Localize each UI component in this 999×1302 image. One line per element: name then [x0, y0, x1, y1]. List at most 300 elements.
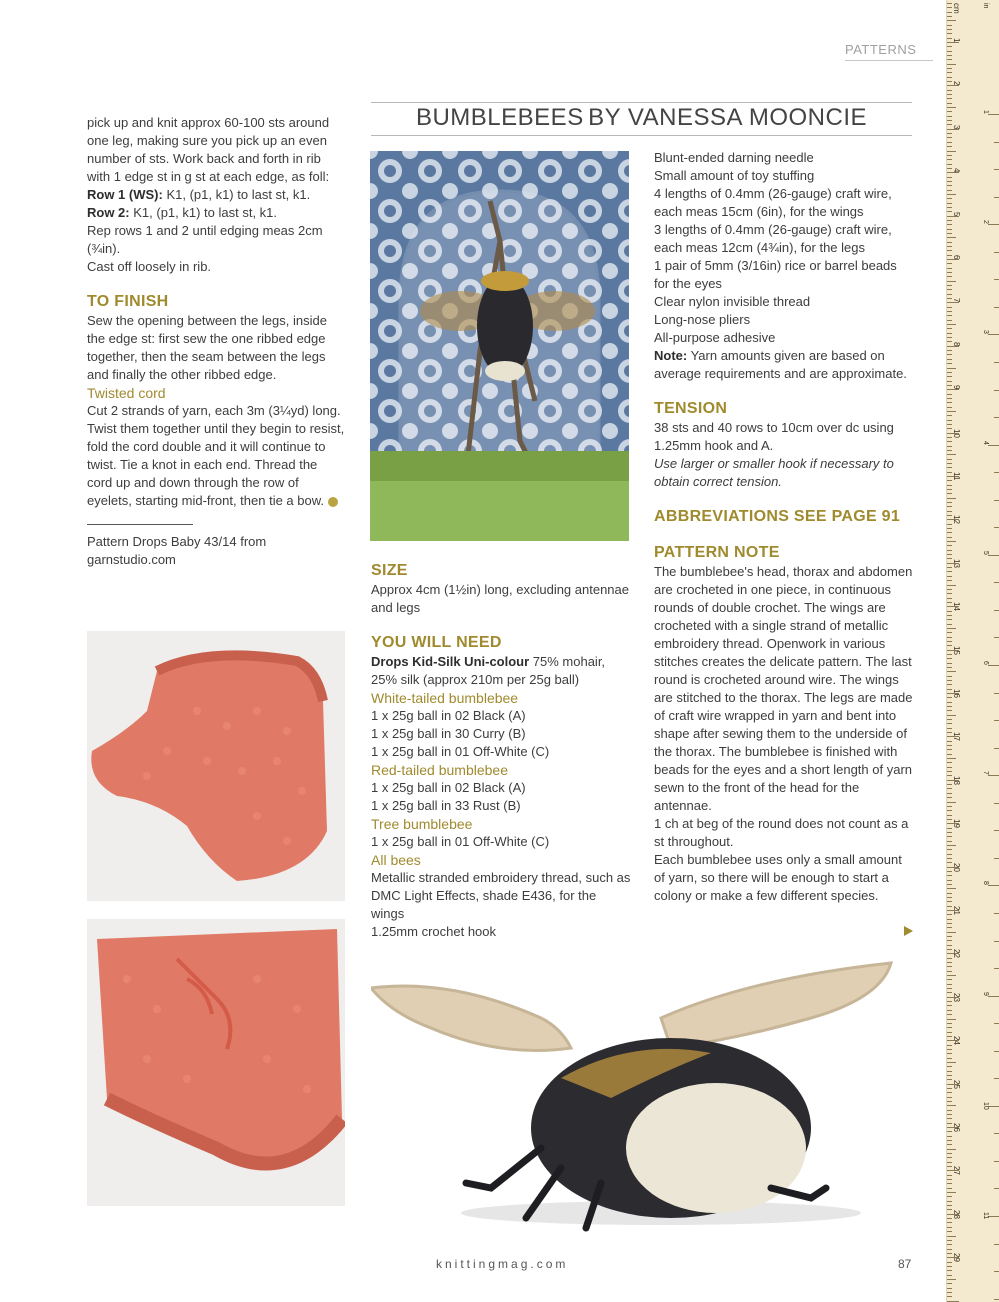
ruler-tick: [947, 250, 952, 251]
ruler-tick: [947, 294, 952, 295]
intro-text: pick up and knit approx 60-100 sts around one leg, making sure you pick up an even number of sts. Work back and forth in rib with 1 edge st in g st at each edge, as foll:: [87, 115, 330, 184]
ruler-cm-label: 4: [952, 168, 961, 173]
ruler-inch-tick: [994, 637, 999, 638]
pattern-note-para3: Each bumblebee uses only a small amount of yarn, so there will be enough to start a colony or make a few different species.: [654, 852, 902, 903]
ruler-tick: [947, 1066, 952, 1067]
ruler-tick: [947, 580, 952, 581]
ruler-tick: [947, 966, 952, 967]
ruler-tick: [947, 94, 952, 95]
ruler-tick: [947, 975, 956, 976]
ruler-tick: [947, 1027, 952, 1028]
ruler-tick: [947, 550, 952, 551]
ruler-tick: [947, 1292, 952, 1293]
ruler-inch-tick: [988, 224, 999, 225]
ruler-inch-tick: [994, 858, 999, 859]
ruler-tick: [947, 85, 959, 86]
ruler-tick: [947, 797, 952, 798]
ruler-tick: [947, 897, 952, 898]
ruler-inch-tick: [994, 941, 999, 942]
ruler-tick: [947, 615, 952, 616]
note-text: Yarn amounts given are based on average requirements and are approximate.: [654, 348, 907, 381]
ruler-tick: [947, 979, 952, 980]
ruler-cm-label: 6: [952, 255, 961, 260]
ruler-inch-label: 3: [982, 330, 989, 335]
ruler-tick: [947, 1005, 952, 1006]
ruler-inch-label: 11: [982, 1212, 989, 1220]
ruler-inch-tick: [988, 445, 999, 446]
ruler-tick: [947, 354, 952, 355]
ruler-tick: [947, 680, 952, 681]
ruler-tick: [947, 381, 952, 382]
ruler-tick: [947, 745, 952, 746]
ruler-cm-label: 29: [952, 1253, 961, 1263]
ruler-tick: [947, 359, 952, 360]
ruler-tick: [947, 363, 952, 364]
ruler-tick: [947, 884, 952, 885]
ruler-tick: [947, 376, 952, 377]
ruler-tick: [947, 467, 952, 468]
all-heading: All bees: [371, 852, 421, 868]
ruler-tick: [947, 237, 956, 238]
ruler-tick: [947, 537, 952, 538]
ruler-tick: [947, 77, 952, 78]
ruler-tick: [947, 146, 952, 147]
ruler-tick: [947, 415, 952, 416]
ruler-inch-tick: [994, 803, 999, 804]
ruler-tick: [947, 1192, 956, 1193]
ruler-tick: [947, 1231, 952, 1232]
ruler-inch-tick: [994, 307, 999, 308]
ruler-tick: [947, 628, 956, 629]
list-item: 4 lengths of 0.4mm (26-gauge) craft wire, each meas 15cm (6in), for the wings: [654, 186, 892, 219]
ruler-tick: [947, 25, 952, 26]
ruler-tick: [947, 754, 952, 755]
ruler-tick: [947, 411, 956, 412]
ruler-inch-tick: [994, 1188, 999, 1189]
ruler-tick: [947, 810, 952, 811]
ruler-tick: [947, 1296, 952, 1297]
ruler-tick: [947, 984, 952, 985]
ruler-inch-tick: [988, 114, 999, 115]
ruler-tick: [947, 936, 952, 937]
ruler-tick: [947, 12, 952, 13]
knit-shorts-photo: [87, 631, 345, 901]
size-heading: SIZE: [371, 562, 408, 579]
ruler-tick: [947, 723, 952, 724]
ruler-tick: [947, 268, 952, 269]
ruler-tick: [947, 159, 952, 160]
ruler-tick: [947, 394, 952, 395]
ruler-tick: [947, 1236, 956, 1237]
ruler-tick: [947, 220, 952, 221]
ruler-tick: [947, 802, 956, 803]
ruler-tick: [947, 493, 952, 494]
ruler-tick: [947, 728, 952, 729]
article-title: [371, 102, 912, 136]
footer-site: knittingmag.com: [436, 1257, 569, 1271]
ruler-tick: [947, 901, 952, 902]
ruler-inch-tick: [994, 610, 999, 611]
tree-heading: Tree bumblebee: [371, 816, 473, 832]
ruler-cm-label: 14: [952, 602, 961, 612]
ruler-tick: [947, 185, 952, 186]
ruler-inch-label: 10: [982, 1101, 989, 1110]
knit-shorts-shape: [87, 631, 345, 901]
pattern-note-para2: 1 ch at beg of the round does not count as a st throughout.: [654, 816, 909, 849]
ruler-tick: [947, 229, 952, 230]
ruler-tick: [947, 454, 956, 455]
ruler-cm-label: 5: [952, 211, 961, 217]
ruler-tick: [947, 1032, 952, 1033]
ruler-tick: [947, 137, 952, 138]
credit-divider: [87, 524, 193, 525]
ruler-tick: [947, 233, 952, 234]
ruler-tick: [947, 1162, 952, 1163]
ruler-tick: [947, 1053, 952, 1054]
row1-text: K1, (p1, k1) to last st, k1.: [162, 187, 311, 202]
ruler-tick: [947, 368, 956, 369]
ruler-tick: [947, 133, 952, 134]
ruler-tick: [947, 637, 952, 638]
ruler-inch-tick: [994, 830, 999, 831]
ruler-tick: [947, 988, 952, 989]
ruler-tick: [947, 671, 956, 672]
ruler-tick: [947, 1097, 952, 1098]
ruler-tick: [947, 815, 952, 816]
ruler-tick: [947, 177, 952, 178]
ruler-tick: [947, 585, 956, 586]
tree-item: 1 x 25g ball in 01 Off-White (C): [371, 834, 550, 849]
ruler-tick: [947, 1105, 956, 1106]
ruler-tick: [947, 945, 952, 946]
ruler-cm-label: 16: [952, 689, 961, 698]
ruler-cm-label: 22: [952, 949, 961, 959]
pattern-note-heading: PATTERN NOTE: [654, 544, 780, 561]
ruler-tick: [947, 311, 952, 312]
ruler-inch-tick: [994, 1051, 999, 1052]
ruler-inch-label: 6: [982, 661, 989, 665]
ruler-tick: [947, 1188, 952, 1189]
yarn-label: Drops Kid-Silk Uni-colour: [371, 654, 530, 669]
ruler-cm-label: 24: [952, 1036, 961, 1046]
ruler-inch-tick: [994, 527, 999, 528]
ruler-cm-label: 11: [952, 472, 961, 481]
bumblebee-illustration: [371, 958, 912, 1238]
ruler-tick: [947, 1110, 952, 1111]
ruler-tick: [947, 33, 952, 34]
need-heading: YOU WILL NEED: [371, 634, 502, 651]
ruler-tick: [947, 1227, 952, 1228]
ruler-cm-label: 8: [952, 341, 961, 347]
ruler-tick: [947, 424, 952, 425]
ruler-inch-label: 9: [982, 991, 989, 996]
ruler-tick: [947, 710, 952, 711]
ruler-tick: [947, 420, 952, 421]
ruler-tick: [947, 29, 952, 30]
ruler-tick: [947, 593, 952, 594]
knit-detail-shape: [87, 919, 345, 1206]
ruler-inch-tick: [988, 996, 999, 997]
ruler-tick: [947, 181, 952, 182]
ruler-tick: [947, 320, 952, 321]
ruler-tick: [947, 398, 952, 399]
white-item: 1 x 25g ball in 30 Curry (B): [371, 726, 526, 741]
ruler-tick: [947, 767, 952, 768]
ruler-tick: [947, 190, 952, 191]
ruler-cm-label: 20: [952, 862, 961, 872]
ruler-tick: [947, 658, 952, 659]
finish-text: Sew the opening between the legs, inside the edge st: first sew the one ribbed edge together, then the seam between the legs and finally the other ribbed edge.: [87, 313, 327, 382]
ruler-cm-label: 13: [952, 558, 961, 568]
ruler-inch-tick: [994, 390, 999, 391]
list-item: Long-nose pliers: [654, 312, 751, 327]
ruler-tick: [947, 1071, 952, 1072]
ruler-inch-tick: [994, 913, 999, 914]
ruler-inch-tick: [994, 362, 999, 363]
ruler-cm-label: 9: [952, 385, 961, 390]
ruler-tick: [947, 1136, 952, 1137]
ruler-tick: [947, 971, 952, 972]
ruler-tick: [947, 142, 952, 143]
ruler-inch-tick: [994, 582, 999, 583]
ruler-tick: [947, 667, 952, 668]
ruler-tick: [947, 506, 952, 507]
white-heading: White-tailed bumblebee: [371, 690, 519, 706]
ruler-cm-label: 27: [952, 1166, 961, 1176]
ruler-tick: [947, 923, 952, 924]
ruler-tick: [947, 242, 952, 243]
ruler-cm-label: 12: [952, 515, 961, 525]
ruler-tick: [947, 676, 952, 677]
ruler-tick: [947, 545, 952, 546]
ruler-inch-tick: [988, 775, 999, 776]
ruler-tick: [947, 480, 952, 481]
cord-text: Cut 2 strands of yarn, each 3m (3¼yd) long. Twist them together until they begin to resist, fold the cord double and it will continue to twist. Tie a knot in each end. Thread the cord up and down through the row of eyelets, starting mid-front, then tie a bow.: [87, 403, 345, 508]
ruler-tick: [947, 498, 956, 499]
ruler-inch-tick: [994, 1133, 999, 1134]
ruler-tick: [947, 1092, 952, 1093]
tension-heading: TENSION: [654, 400, 728, 417]
ruler-inch-tick: [994, 472, 999, 473]
ruler-tick: [947, 51, 952, 52]
hook-text: 1.25mm crochet hook: [371, 924, 497, 939]
ruler-inch-label: 5: [982, 550, 989, 555]
ruler-tick: [947, 203, 952, 204]
title-main: BUMBLEBEES: [415, 104, 584, 131]
ruler-tick: [947, 702, 952, 703]
ruler-tick: [947, 598, 952, 599]
ruler-inch-label: 2: [982, 220, 989, 225]
ruler-cm-label: 28: [952, 1209, 961, 1219]
ruler-tick: [947, 684, 952, 685]
ruler-tick: [947, 927, 952, 928]
ruler-tick: [947, 272, 952, 273]
ruler-tick: [947, 1153, 952, 1154]
ruler-tick: [947, 749, 952, 750]
ruler-tick: [947, 880, 952, 881]
ruler-inch-tick: [988, 665, 999, 666]
ruler-inch-tick: [994, 279, 999, 280]
ruler-tick: [947, 758, 956, 759]
ruler-tick: [947, 932, 956, 933]
ruler-tick: [947, 554, 952, 555]
ruler-unit-in: in: [982, 3, 989, 9]
red-item: 1 x 25g ball in 33 Rust (B): [371, 798, 521, 813]
ruler-cm-label: 25: [952, 1079, 961, 1089]
ruler-inch-label: 4: [982, 440, 989, 445]
ruler-tick: [947, 246, 952, 247]
bumblebee-photo: [371, 958, 912, 1238]
ruler-tick: [947, 324, 956, 325]
ruler-tick: [947, 706, 952, 707]
ruler-tick: [947, 1275, 952, 1276]
ruler-tick: [947, 962, 952, 963]
ruler-tick: [947, 289, 952, 290]
ruler-tick: [947, 68, 952, 69]
red-heading: Red-tailed bumblebee: [371, 762, 508, 778]
ruler-tick: [947, 59, 952, 60]
ruler-tick: [947, 307, 952, 308]
list-item: 3 lengths of 0.4mm (26-gauge) craft wire, each meas 12cm (4¾in), for the legs: [654, 222, 892, 255]
ruler-tick: [947, 771, 952, 772]
ruler-tick: [947, 1205, 952, 1206]
ruler-tick: [947, 1058, 952, 1059]
red-item: 1 x 25g ball in 02 Black (A): [371, 780, 526, 795]
yarn-ball-icon: [328, 497, 338, 507]
ruler-cm-label: 26: [952, 1123, 961, 1132]
ruler-tick: [947, 832, 952, 833]
row2-label: Row 2:: [87, 205, 130, 220]
ruler-inch-tick: [994, 720, 999, 721]
ruler-tick: [947, 663, 952, 664]
ruler-inch-label: 7: [982, 771, 989, 776]
all-text: Metallic stranded embroidery thread, such as DMC Light Effects, shade E436, for the wings: [371, 870, 631, 921]
ruler-inch-tick: [994, 197, 999, 198]
ruler-tick: [947, 1301, 959, 1302]
ruler-tick: [947, 511, 952, 512]
ruler-cm-label: 2: [952, 81, 961, 86]
ruler-inch-tick: [988, 334, 999, 335]
ruler-tick: [947, 207, 952, 208]
ruler-tick: [947, 407, 952, 408]
section-label: PATTERNS: [845, 42, 933, 61]
ruler-tick: [947, 350, 952, 351]
ruler-inch-tick: [988, 1216, 999, 1217]
ruler-tick: [947, 1118, 952, 1119]
ruler-tick: [947, 888, 956, 889]
ruler-tick: [947, 845, 956, 846]
cord-heading: Twisted cord: [87, 385, 166, 401]
ruler-tick: [947, 402, 952, 403]
ruler-tick: [947, 715, 956, 716]
ruler-tick: [947, 1075, 952, 1076]
ruler-tick: [947, 98, 952, 99]
ruler-tick: [947, 7, 952, 8]
ruler-tick: [947, 107, 956, 108]
ruler-tick: [947, 46, 952, 47]
ruler-tick: [947, 337, 952, 338]
ruler-tick: [947, 576, 952, 577]
ruler-inch-tick: [994, 1244, 999, 1245]
ruler-tick: [947, 719, 952, 720]
ruler-tick: [947, 3, 952, 4]
ruler-tick: [947, 841, 952, 842]
ruler-inch-label: 1: [982, 110, 989, 114]
ruler-tick: [947, 198, 952, 199]
ruler-tick: [947, 806, 952, 807]
ruler-inch-tick: [994, 693, 999, 694]
ruler-tick: [947, 151, 956, 152]
ruler-tick: [947, 1196, 952, 1197]
ruler-tick: [947, 372, 952, 373]
ruler-unit-cm: cm: [952, 3, 961, 14]
ruler-tick: [947, 1244, 952, 1245]
ruler-tick: [947, 624, 952, 625]
ruler-tick: [947, 1062, 956, 1063]
ruler-tick: [947, 1201, 952, 1202]
abbreviations-heading: ABBREVIATIONS SEE PAGE 91: [654, 508, 901, 525]
ruler-tick: [947, 793, 952, 794]
ruler-tick: [947, 836, 952, 837]
ruler-inch-tick: [994, 1161, 999, 1162]
ruler-tick: [947, 111, 952, 112]
ruler-inch-label: 8: [982, 881, 989, 886]
ruler-tick: [947, 1140, 952, 1141]
measuring-ruler: [946, 0, 999, 1302]
repeat-text: Rep rows 1 and 2 until edging meas 2cm (¾in).: [87, 223, 323, 256]
list-item: Blunt-ended darning needle: [654, 150, 814, 165]
ruler-tick: [947, 502, 952, 503]
ruler-cm-label: 1: [952, 38, 961, 43]
ruler-tick: [947, 55, 952, 56]
ruler-cm-label: 15: [952, 645, 961, 655]
ruler-inch-tick: [988, 1106, 999, 1107]
ruler-tick: [947, 1249, 952, 1250]
ruler-tick: [947, 315, 952, 316]
ruler-tick: [947, 858, 952, 859]
list-item: Clear nylon invisible thread: [654, 294, 811, 309]
white-item: 1 x 25g ball in 02 Black (A): [371, 708, 526, 723]
ruler-tick: [947, 1283, 952, 1284]
ruler-inch-tick: [994, 169, 999, 170]
ruler-tick: [947, 528, 952, 529]
ruler-cm-label: 19: [952, 819, 961, 829]
castoff-text: Cast off loosely in rib.: [87, 259, 212, 274]
list-item: Small amount of toy stuffing: [654, 168, 815, 183]
ruler-tick: [947, 1019, 956, 1020]
ruler-cm-label: 17: [952, 732, 961, 742]
ruler-tick: [947, 1101, 952, 1102]
ruler-tick: [947, 589, 952, 590]
ruler-tick: [947, 541, 956, 542]
ruler-tick: [947, 1014, 952, 1015]
ruler-tick: [947, 281, 956, 282]
ruler-inch-tick: [988, 885, 999, 886]
ruler-tick: [947, 632, 952, 633]
ruler-tick: [947, 103, 952, 104]
white-item: 1 x 25g ball in 01 Off-White (C): [371, 744, 550, 759]
ruler-tick: [947, 333, 952, 334]
credit-text: Pattern Drops Baby 43/14 from garnstudio.com: [87, 534, 267, 567]
ruler-tick: [947, 893, 952, 894]
ruler-tick: [947, 263, 952, 264]
ruler-tick: [947, 1270, 952, 1271]
ruler-tick: [947, 1049, 952, 1050]
ruler-tick: [947, 120, 952, 121]
list-item: 1 pair of 5mm (3/16in) rice or barrel beads for the eyes: [654, 258, 897, 291]
ruler-tick: [947, 641, 952, 642]
ruler-tick: [947, 854, 952, 855]
